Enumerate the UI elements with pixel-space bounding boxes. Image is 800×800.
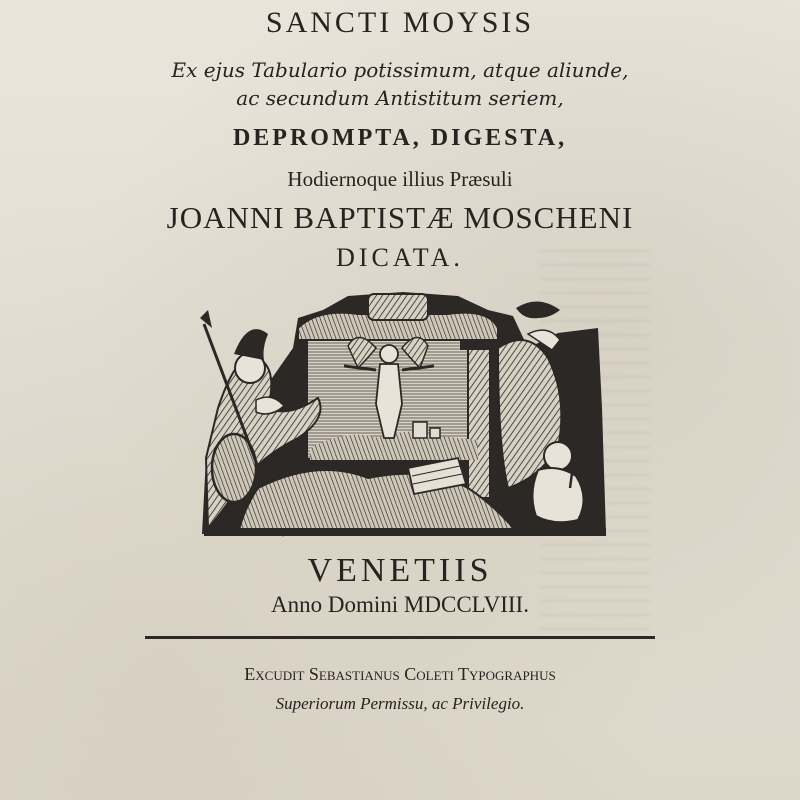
deprompta-line: DEPROMPTA, DIGESTA,	[232, 125, 568, 151]
dicata-line: DICATA.	[336, 243, 464, 272]
dedication-intro: Hodiernoque illius Præsuli	[287, 167, 513, 191]
horizontal-rule	[145, 636, 655, 639]
imprint-city: VENETIIS	[307, 552, 493, 589]
allegorical-woodcut-vignette-icon	[198, 288, 610, 544]
imprint-year: Anno Domini MDCCLVIII.	[271, 592, 529, 617]
dedicatee-name: JOANNI BAPTISTÆ MOSCHENI	[166, 200, 634, 235]
subtitle-line-2: ac secundum Antistitum seriem,	[236, 86, 564, 110]
book-heading: SANCTI MOYSIS	[265, 6, 535, 39]
subtitle-line-1: Ex ejus Tabulario potissimum, atque aliunde,	[171, 58, 629, 82]
privilege-line: Superiorum Permissu, ac Privilegio.	[275, 694, 525, 713]
printer-line: Excudit Sebastianus Coleti Typographus	[244, 664, 556, 684]
